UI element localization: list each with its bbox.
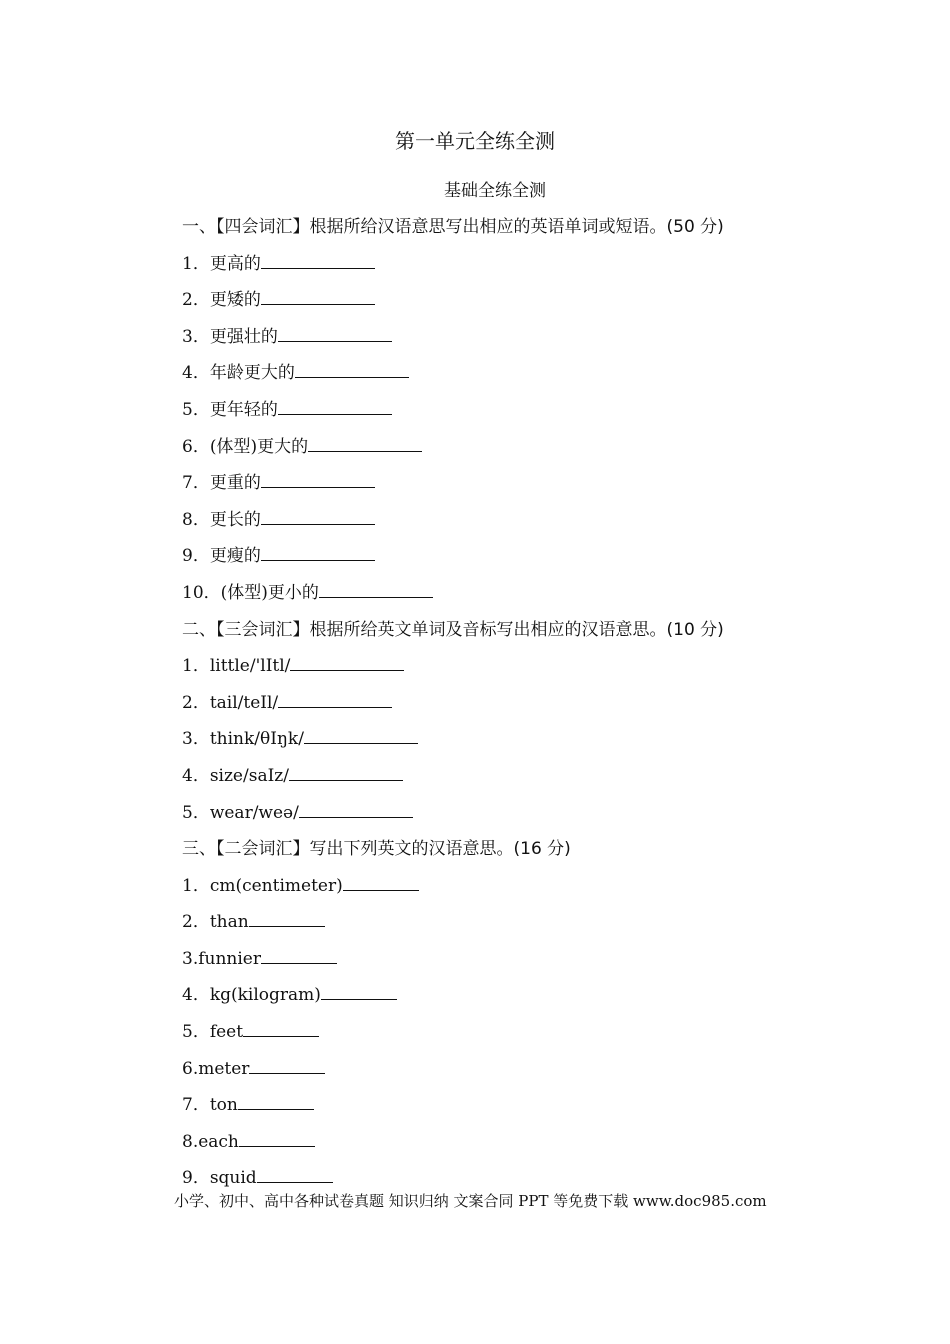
question-text: 5．feet <box>182 1022 244 1043</box>
question-text: 3．think/θIŋk/ <box>182 729 304 750</box>
question-item <box>182 798 822 835</box>
question-item <box>182 871 822 908</box>
question-text: 4．kg(kilogram) <box>182 985 321 1006</box>
page-title: 第一单元全练全测 <box>395 129 555 153</box>
question-item <box>182 761 822 798</box>
question-text: 7．ton <box>182 1095 238 1116</box>
question-item <box>182 1017 822 1054</box>
question-item <box>182 249 822 286</box>
answer-blank[interactable] <box>278 323 392 342</box>
answer-blank[interactable] <box>261 945 337 964</box>
answer-blank[interactable] <box>261 250 375 269</box>
answer-blank[interactable] <box>249 1055 325 1074</box>
answer-blank[interactable] <box>321 981 397 1000</box>
answer-blank[interactable] <box>249 908 325 927</box>
answer-blank[interactable] <box>295 359 409 378</box>
question-item <box>182 505 822 542</box>
question-item <box>182 1054 822 1091</box>
question-text: 4．年龄更大的 <box>182 363 295 384</box>
answer-blank[interactable] <box>243 1018 319 1037</box>
page-subtitle: 基础全练全测 <box>444 181 546 201</box>
question-item <box>182 724 822 761</box>
answer-blank[interactable] <box>257 1164 333 1183</box>
question-text: 10．(体型)更小的 <box>182 582 319 603</box>
answer-blank[interactable] <box>261 542 375 561</box>
question-item <box>182 1090 822 1127</box>
answer-blank[interactable] <box>299 799 413 818</box>
question-text: 1．cm(centimeter) <box>182 875 343 896</box>
question-text: 6.meter <box>182 1058 250 1079</box>
question-item <box>182 944 822 981</box>
question-item <box>182 468 822 505</box>
section-heading: 三、【二会词汇】写出下列英文的汉语意思。(16 分) <box>182 839 571 860</box>
question-item <box>182 358 822 395</box>
question-item <box>182 541 822 578</box>
answer-blank[interactable] <box>261 506 375 525</box>
answer-blank[interactable] <box>308 433 422 452</box>
question-item <box>182 578 822 615</box>
section-heading: 一、【四会词汇】根据所给汉语意思写出相应的英语单词或短语。(50 分) <box>182 217 724 237</box>
question-item <box>182 651 822 688</box>
question-item <box>182 907 822 944</box>
question-text: 5．更年轻的 <box>182 399 278 420</box>
question-text: 1．更高的 <box>182 253 261 274</box>
question-text: 3．更强壮的 <box>182 326 278 347</box>
answer-blank[interactable] <box>304 725 418 744</box>
question-item <box>182 980 822 1017</box>
answer-blank[interactable] <box>319 579 433 598</box>
question-item <box>182 688 822 725</box>
question-text: 2．tail/teIl/ <box>182 692 279 713</box>
section-heading: 二、【三会词汇】根据所给英文单词及音标写出相应的汉语意思。(10 分) <box>182 619 724 640</box>
answer-blank[interactable] <box>261 286 375 305</box>
answer-blank[interactable] <box>289 762 403 781</box>
question-item <box>182 322 822 359</box>
answer-blank[interactable] <box>261 469 375 488</box>
page-footer: 小学、初中、高中各种试卷真题 知识归纳 文案合同 PPT 等免费下载 www.doc985.com <box>174 1192 767 1210</box>
question-text: 4．size/saIz/ <box>182 765 289 786</box>
question-item <box>182 395 822 432</box>
question-item <box>182 432 822 469</box>
question-text: 5．wear/weə/ <box>182 802 299 823</box>
question-text: 1．little/'lItl/ <box>182 656 291 677</box>
question-text: 2．更矮的 <box>182 290 261 311</box>
question-text: 9．更瘦的 <box>182 546 261 567</box>
question-item <box>182 1127 822 1164</box>
question-text: 9．squid <box>182 1168 257 1189</box>
question-text: 6．(体型)更大的 <box>182 436 309 457</box>
question-text: 8.each <box>182 1131 239 1152</box>
answer-blank[interactable] <box>239 1128 315 1147</box>
answer-blank[interactable] <box>278 689 392 708</box>
question-item <box>182 285 822 322</box>
answer-blank[interactable] <box>238 1091 314 1110</box>
answer-blank[interactable] <box>278 396 392 415</box>
answer-blank[interactable] <box>343 872 419 891</box>
question-text: 8．更长的 <box>182 509 261 530</box>
worksheet-content <box>182 212 822 1200</box>
question-text: 7．更重的 <box>182 473 261 494</box>
question-text: 2．than <box>182 912 249 933</box>
answer-blank[interactable] <box>290 652 404 671</box>
question-text: 3.funnier <box>182 948 261 969</box>
